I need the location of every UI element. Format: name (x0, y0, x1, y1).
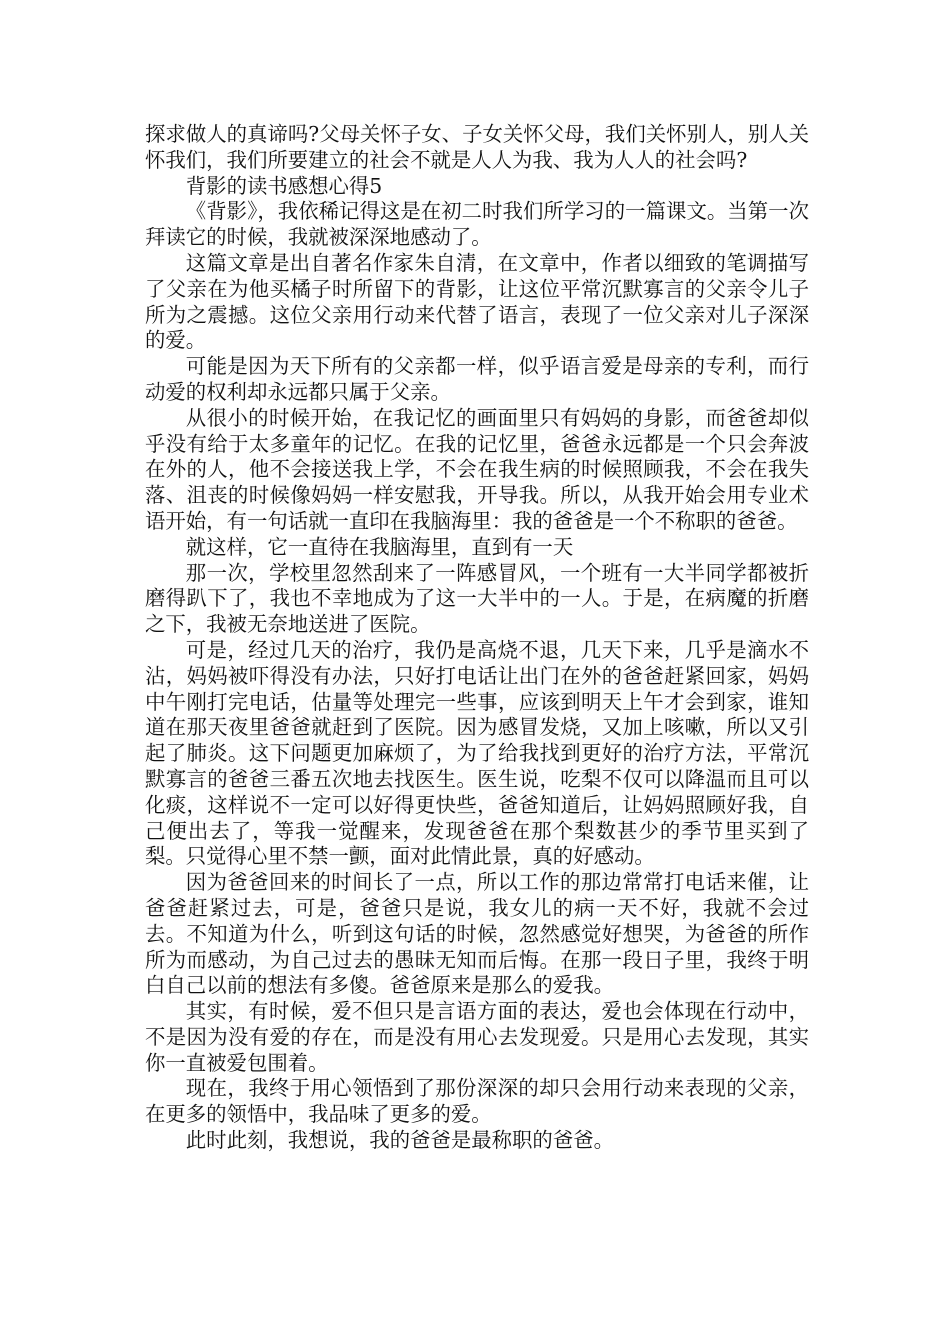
paragraph: 从很小的时候开始，在我记忆的画面里只有妈妈的身影，而爸爸却似乎没有给于太多童年的记忆。在我的记忆里，爸爸永远都是一个只会奔波在外的人，他不会接送我上学，不会在我生病的时候照顾我，不会在我失落、沮丧的时候像妈妈一样安慰我，开导我。所以，从我开始会用专业术语开始，有一句话就一直印在我脑海里：我的爸爸是一个不称职的爸爸。 (145, 405, 809, 533)
paragraph: 其实，有时候，爱不但只是言语方面的表达，爱也会体现在行动中，不是因为没有爱的存在，而是没有用心去发现爱。只是用心去发现，其实你一直被爱包围着。 (145, 999, 809, 1075)
paragraph: 现在，我终于用心领悟到了那份深深的却只会用行动来表现的父亲，在更多的领悟中，我品味了更多的爱。 (145, 1076, 809, 1127)
paragraph: 那一次，学校里忽然刮来了一阵感冒风，一个班有一大半同学都被折磨得趴下了，我也不幸地成为了这一大半中的一人。于是，在病魔的折磨之下，我被无奈地送进了医院。 (145, 560, 809, 637)
paragraph: 可是，经过几天的治疗，我仍是高烧不退，几天下来，几乎是滴水不沾，妈妈被吓得没有办法，只好打电话让出门在外的爸爸赶紧回家，妈妈中午刚打完电话，估量等处理完一些事，应该到明天上午才会到家，谁知道在那天夜里爸爸就赶到了医院。因为感冒发烧，又加上咳嗽，所以又引起了肺炎。这下问题更加麻烦了，为了给我找到更好的治疗方法，平常沉默寡言的爸爸三番五次地去找医生。医生说，吃梨不仅可以降温而且可以化痰，这样说不一定可以好得更快些，爸爸知道后，让妈妈照顾好我，自己便出去了，等我一觉醒来，发现爸爸在那个梨数甚少的季节里买到了梨。只觉得心里不禁一颤，面对此情此景，真的好感动。 (145, 637, 809, 869)
paragraph: 可能是因为天下所有的父亲都一样，似乎语言爱是母亲的专利，而行动爱的权利却永远都只属于父亲。 (145, 354, 809, 404)
paragraph: 就这样，它一直待在我脑海里，直到有一天 (185, 534, 574, 559)
paragraph: 因为爸爸回来的时间长了一点，所以工作的那边常常打电话来催，让爸爸赶紧过去，可是，爸爸只是说，我女儿的病一天不好，我就不会过去。不知道为什么，听到这句话的时候，忽然感觉好想哭，为爸爸的所作所为而感动，为自己过去的愚昧无知而后悔。在那一段日子里，我终于明白自己以前的想法有多傻。爸爸原来是那么的爱我。 (145, 870, 809, 998)
paragraph: 《背影》，我依稀记得这是在初二时我们所学习的一篇课文。当第一次拜读它的时候，我就被深深地感动了。 (145, 199, 809, 250)
paragraph-continued: 探求做人的真谛吗?父母关怀子女、子女关怀父母，我们关怀别人，别人关怀我们，我们所要建立的社会不就是人人为我、我为人人的社会吗? (145, 122, 809, 172)
document-page (145, 122, 809, 1154)
section-heading: 背影的读书感想心得5 (185, 173, 383, 198)
paragraph: 这篇文章是出自著名作家朱自清，在文章中，作者以细致的笔调描写了父亲在为他买橘子时所留下的背影，让这位平常沉默寡言的父亲令儿子所为之震撼。这位父亲用行动来代替了语言，表现了一位父亲对儿子深深的爱。 (145, 250, 809, 353)
paragraph: 此时此刻，我想说，我的爸爸是最称职的爸爸。 (185, 1128, 614, 1153)
